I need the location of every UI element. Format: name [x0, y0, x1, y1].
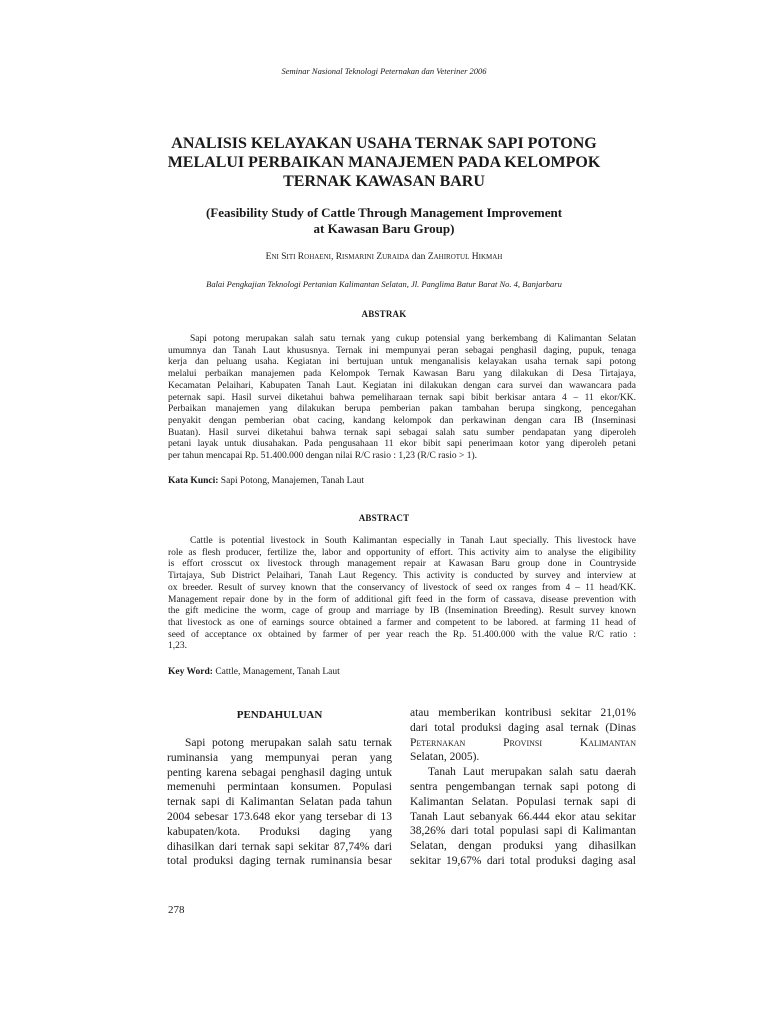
body-line: ruminansia yang mempunyai peran yang: [167, 751, 392, 764]
abstrak-line: petani layak untuk diusahakan. Pada pengusahaan 11 ekor bibit sapi penerimaan kotor yang diperoleh petani: [168, 439, 636, 450]
body-line: dihasilkan dari ternak sapi sekitar 87,74% dari: [167, 840, 392, 853]
paper-title: [120, 134, 648, 191]
body-line: Tanah Laut merupakan salah satu daerah: [428, 766, 636, 779]
abstrak-line: Buatan). Hasil survei diketahui bahwa ternak sapi sebagai salah satu sumber pendapatan yang diperoleh: [168, 427, 636, 438]
body-line: Kalimantan Selatan. Populasi ternak sapi di: [410, 795, 636, 808]
author-names: Eni Siti Rohaeni, Rismarini Zuraida: [265, 252, 410, 262]
keywords-text: Sapi Potong, Manajemen, Tanah Laut: [220, 476, 364, 486]
body-line: Sapi potong merupakan salah satu ternak: [185, 737, 392, 749]
author-list: [0, 252, 768, 262]
abstrak-line: kerja dan peluang usaha. Kegiatan ini bertujuan untuk menganalisis kelayakan usaha ternak sapi potong: [168, 357, 636, 368]
abstrak-line: peternak sapi. Hasil survei diketahui bahwa pemeliharaan ternak sapi bibit berkisar antara 4 – 11 ekor/KK.: [168, 392, 636, 403]
page-number: 278: [168, 904, 185, 916]
author-conjunction: dan: [411, 252, 426, 262]
keywords-label: Kata Kunci:: [168, 476, 219, 486]
body-line: sentra pengembangan ternak sapi potong di: [410, 780, 636, 793]
body-line: sekitar 19,67% dari total produksi daging asal: [410, 854, 636, 867]
abstract-line: role as flesh producer, fertilize the, labor and opportunity of effort. This activity aim to analyse the eligibility: [168, 547, 636, 558]
body-line: kabupaten/kota. Produksi daging yang: [167, 825, 392, 838]
keywords-label: Key Word:: [168, 667, 213, 677]
abstract-line: that livestock as one of earnings source obtained a farmer and competent to be labored. at farming 11 head of: [168, 617, 636, 628]
abstract-body: [168, 536, 636, 653]
abstrak-line: per tahun mencapai Rp. 51.400.000 dengan nilai R/C rasio : 1,23 (R/C rasio > 1).: [168, 451, 478, 462]
running-head: Seminar Nasional Teknologi Peternakan dan Veteriner 2006: [281, 66, 487, 76]
body-line: atau memberikan kontribusi sekitar 21,01%: [410, 707, 636, 719]
subtitle-line: (Feasibility Study of Cattle Through Management Improvement: [205, 205, 563, 220]
abstract-line: seed of acceptance ox obtained by farmer of per year reach the Rp. 51.400.000 with the value R/C ratio :: [168, 629, 636, 640]
body-line: Selatan, dengan produksi yang dihasilkan: [410, 840, 636, 853]
abstrak-line: Kecamatan Pelaihari, Kabupaten Tanah Laut. Kegiatan ini dilakukan dengan cara survei dan wawancara pada: [168, 380, 636, 391]
abstrak-keywords: [168, 476, 636, 486]
abstract-line: Cattle is potential livestock in South Kalimantan especially in Tanah Laut specially. This livestock have: [190, 536, 636, 546]
abstrak-line: Sapi potong merupakan salah satu ternak yang cukup potensial yang berkembang di Kalimantan Selatan: [190, 334, 636, 344]
body-line: Peternakan Provinsi Kalimantan: [410, 736, 636, 749]
abstrak-line: umumnya dan Tanah Laut khususnya. Ternak ini mempunyai peran sebagai penghasil daging, pupuk, tenaga: [168, 345, 636, 356]
abstract-line: 1,23.: [168, 641, 187, 652]
body-line: ternak sapi di Kalimantan Selatan pada tahun: [167, 796, 392, 809]
affiliation: Balai Pengkajian Teknologi Pertanian Kalimantan Selatan, Jl. Panglima Batur Barat No. 4, Banjarbaru: [206, 279, 562, 289]
abstract-heading: ABSTRACT: [358, 513, 410, 523]
left-column: [167, 736, 392, 869]
abstract-keywords: [168, 667, 636, 677]
abstract-line: Management repair done by in the form of additional gift feed in the form of cassava, disease prevention with: [168, 594, 636, 605]
title-line: ANALISIS KELAYAKAN USAHA TERNAK SAPI POTONG: [171, 135, 597, 152]
keywords-text: Cattle, Management, Tanah Laut: [215, 667, 340, 677]
author-last: Zahirotul Hikmah: [427, 252, 503, 262]
title-line: MELALUI PERBAIKAN MANAJEMEN PADA KELOMPOK: [167, 154, 601, 171]
title-line: TERNAK KAWASAN BARU: [283, 173, 485, 190]
body-line: 2004 sebesar 173.648 ekor yang tersebar di 13: [167, 810, 392, 823]
right-column: [410, 706, 636, 869]
pendahuluan-heading: PENDAHULUAN: [236, 709, 323, 721]
abstract-line: Tirtajaya, Sub District Pelaihari, Tanah Laut Regency. This activity is conducted by survey and interview at: [168, 571, 636, 582]
body-line: memenuhi permintaan konsumen. Populasi: [167, 781, 392, 794]
body-line: 38,26% dari total populasi sapi di Kalimantan: [410, 825, 636, 838]
paper-subtitle: [150, 205, 618, 237]
abstrak-line: melalui perbaikan manajemen pada Kelompok Ternak Kawasan Baru yang dilakukan di Desa Tirtajaya,: [168, 369, 636, 380]
body-line: penting karena sebagai penghasil daging untuk: [167, 766, 392, 779]
abstrak-line: penyakit dengan pemberian obat cacing, kandang kelompok dan perkawinan dengan cara IB (Inseminasi: [168, 415, 636, 426]
abstrak-body: [168, 334, 636, 463]
abstrak-heading: ABSTRAK: [361, 309, 407, 319]
body-line: Tanah Laut sebanyak 66.444 ekor atau sekitar: [410, 810, 636, 823]
abstrak-line: Perbaikan manajemen yang dilakukan berupa pemberian pakan tambahan berupa singkong, pencegahan: [168, 404, 636, 415]
abstract-line: the gift medicine the worm, cage of group and marriage by IB (Insemination Breeding). Result survey known: [168, 606, 636, 617]
body-line: Selatan, 2005).: [410, 751, 480, 764]
abstract-line: is effort crosscut ox livestock through management repair at Kawasan Baru group done in Countryside: [168, 559, 636, 570]
abstract-line: ox breeder. Result of survey known that the conservancy of livestock of seed ox ranges from 4 – 11 head/KK.: [168, 582, 636, 593]
body-line: dari total produksi daging asal ternak (Dinas: [410, 721, 636, 734]
body-line: total produksi daging ternak ruminansia besar: [167, 855, 392, 868]
subtitle-line: at Kawasan Baru Group): [313, 221, 455, 236]
